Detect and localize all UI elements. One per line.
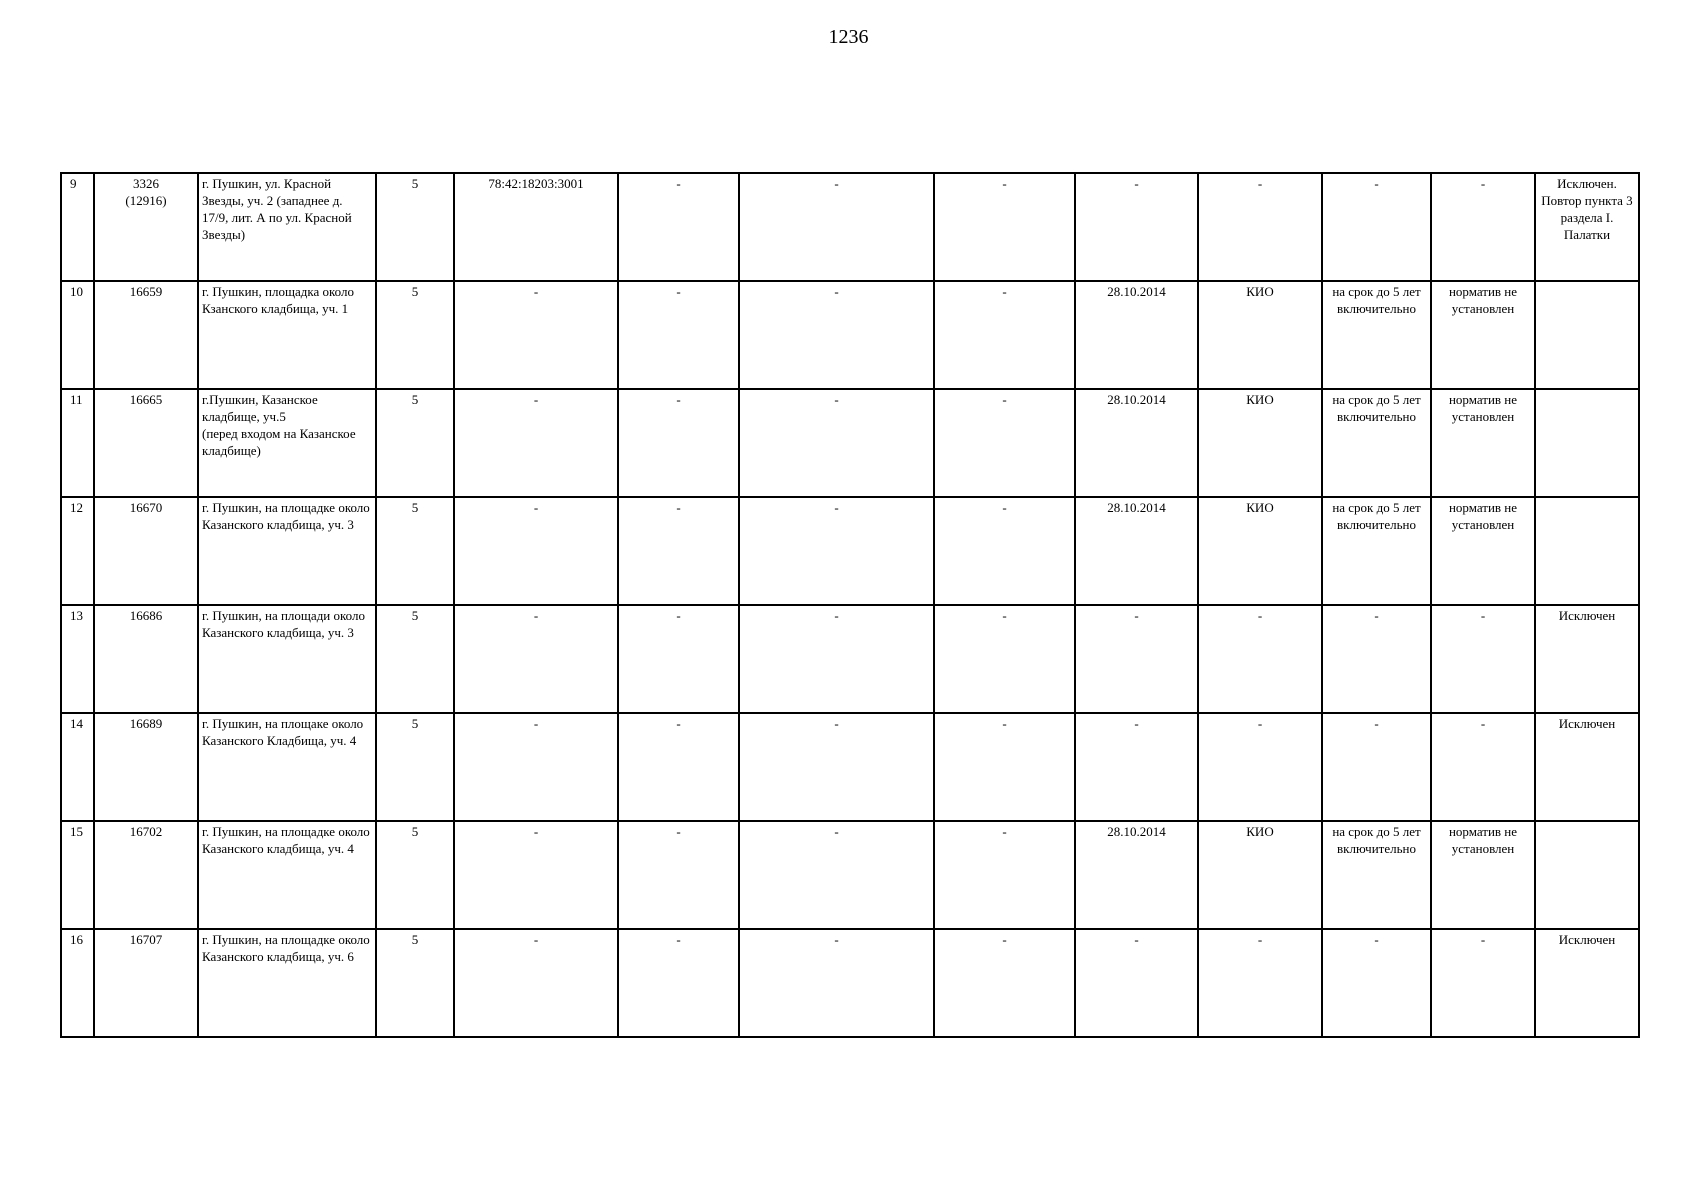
term-cell: на срок до 5 лет включительно <box>1322 389 1431 497</box>
column-8-cell: - <box>934 497 1075 605</box>
column-8-cell: - <box>934 281 1075 389</box>
area-cell: 5 <box>376 929 454 1037</box>
area-cell: 5 <box>376 605 454 713</box>
norm-cell: - <box>1431 929 1535 1037</box>
date-cell: - <box>1075 605 1198 713</box>
table-row <box>61 497 1639 605</box>
area-cell: 5 <box>376 281 454 389</box>
term-cell: на срок до 5 лет включительно <box>1322 821 1431 929</box>
term-cell: - <box>1322 605 1431 713</box>
column-6-cell: - <box>618 389 739 497</box>
note-cell <box>1535 497 1639 605</box>
area-cell: 5 <box>376 713 454 821</box>
note-cell: Исключен. Повтор пункта 3 раздела I. Палатки <box>1535 173 1639 281</box>
row-number-cell: 15 <box>61 821 94 929</box>
column-7-cell: - <box>739 605 934 713</box>
column-7-cell: - <box>739 281 934 389</box>
date-cell: 28.10.2014 <box>1075 281 1198 389</box>
table-body <box>61 173 1639 1037</box>
object-id-cell: 16686 <box>94 605 198 713</box>
norm-cell: норматив не установлен <box>1431 281 1535 389</box>
column-6-cell: - <box>618 929 739 1037</box>
term-cell: - <box>1322 173 1431 281</box>
column-8-cell: - <box>934 389 1075 497</box>
column-8-cell: - <box>934 929 1075 1037</box>
area-cell: 5 <box>376 497 454 605</box>
note-cell <box>1535 281 1639 389</box>
cadastral-number-cell: - <box>454 929 618 1037</box>
address-cell: г. Пушкин, ул. Красной Звезды, уч. 2 (западнее д. 17/9, лит. А по ул. Красной Звезды) <box>198 173 376 281</box>
object-id-cell: 16670 <box>94 497 198 605</box>
column-8-cell: - <box>934 713 1075 821</box>
row-number-cell: 11 <box>61 389 94 497</box>
table-row <box>61 713 1639 821</box>
date-cell: - <box>1075 173 1198 281</box>
address-cell: г. Пушкин, на площаке около Казанского Кладбища, уч. 4 <box>198 713 376 821</box>
column-6-cell: - <box>618 713 739 821</box>
date-cell: 28.10.2014 <box>1075 389 1198 497</box>
row-number-cell: 12 <box>61 497 94 605</box>
table-row <box>61 929 1639 1037</box>
table-row <box>61 281 1639 389</box>
area-cell: 5 <box>376 389 454 497</box>
authority-cell: КИО <box>1198 821 1322 929</box>
area-cell: 5 <box>376 821 454 929</box>
column-6-cell: - <box>618 173 739 281</box>
note-cell: Исключен <box>1535 605 1639 713</box>
term-cell: на срок до 5 лет включительно <box>1322 497 1431 605</box>
norm-cell: норматив не установлен <box>1431 497 1535 605</box>
object-id-cell: 16689 <box>94 713 198 821</box>
address-cell: г. Пушкин, на площадке около Казанского кладбища, уч. 6 <box>198 929 376 1037</box>
column-7-cell: - <box>739 389 934 497</box>
note-cell <box>1535 821 1639 929</box>
date-cell: - <box>1075 929 1198 1037</box>
row-number-cell: 16 <box>61 929 94 1037</box>
column-7-cell: - <box>739 821 934 929</box>
note-cell <box>1535 389 1639 497</box>
note-cell: Исключен <box>1535 929 1639 1037</box>
term-cell: - <box>1322 929 1431 1037</box>
column-7-cell: - <box>739 173 934 281</box>
row-number-cell: 10 <box>61 281 94 389</box>
address-cell: г. Пушкин, на площадке около Казанского кладбища, уч. 3 <box>198 497 376 605</box>
cadastral-number-cell: - <box>454 389 618 497</box>
table-row <box>61 605 1639 713</box>
norm-cell: - <box>1431 605 1535 713</box>
column-8-cell: - <box>934 173 1075 281</box>
authority-cell: - <box>1198 173 1322 281</box>
authority-cell: КИО <box>1198 389 1322 497</box>
column-6-cell: - <box>618 281 739 389</box>
table-row <box>61 821 1639 929</box>
authority-cell: КИО <box>1198 281 1322 389</box>
cadastral-number-cell: - <box>454 821 618 929</box>
column-7-cell: - <box>739 713 934 821</box>
row-number-cell: 13 <box>61 605 94 713</box>
object-id-cell: 16665 <box>94 389 198 497</box>
column-7-cell: - <box>739 929 934 1037</box>
object-id-cell: 3326 (12916) <box>94 173 198 281</box>
date-cell: 28.10.2014 <box>1075 821 1198 929</box>
cadastral-number-cell: - <box>454 605 618 713</box>
note-cell: Исключен <box>1535 713 1639 821</box>
area-cell: 5 <box>376 173 454 281</box>
cadastral-number-cell: 78:42:18203:3001 <box>454 173 618 281</box>
authority-cell: КИО <box>1198 497 1322 605</box>
authority-cell: - <box>1198 929 1322 1037</box>
table-row <box>61 173 1639 281</box>
norm-cell: норматив не установлен <box>1431 821 1535 929</box>
page-number: 1236 <box>828 26 869 48</box>
authority-cell: - <box>1198 713 1322 821</box>
norm-cell: - <box>1431 713 1535 821</box>
term-cell: - <box>1322 713 1431 821</box>
cadastral-number-cell: - <box>454 497 618 605</box>
object-id-cell: 16659 <box>94 281 198 389</box>
date-cell: - <box>1075 713 1198 821</box>
authority-cell: - <box>1198 605 1322 713</box>
column-6-cell: - <box>618 605 739 713</box>
address-cell: г.Пушкин, Казанское кладбище, уч.5 (перед входом на Казанское кладбище) <box>198 389 376 497</box>
address-cell: г. Пушкин, площадка около Кзанского кладбища, уч. 1 <box>198 281 376 389</box>
term-cell: на срок до 5 лет включительно <box>1322 281 1431 389</box>
address-cell: г. Пушкин, на площади около Казанского кладбища, уч. 3 <box>198 605 376 713</box>
cadastral-number-cell: - <box>454 713 618 821</box>
table-row <box>61 389 1639 497</box>
column-7-cell: - <box>739 497 934 605</box>
column-8-cell: - <box>934 605 1075 713</box>
cadastral-number-cell: - <box>454 281 618 389</box>
norm-cell: - <box>1431 173 1535 281</box>
object-id-cell: 16707 <box>94 929 198 1037</box>
column-8-cell: - <box>934 821 1075 929</box>
date-cell: 28.10.2014 <box>1075 497 1198 605</box>
address-cell: г. Пушкин, на площадке около Казанского кладбища, уч. 4 <box>198 821 376 929</box>
row-number-cell: 9 <box>61 173 94 281</box>
register-table <box>60 172 1640 1038</box>
norm-cell: норматив не установлен <box>1431 389 1535 497</box>
object-id-cell: 16702 <box>94 821 198 929</box>
column-6-cell: - <box>618 821 739 929</box>
row-number-cell: 14 <box>61 713 94 821</box>
column-6-cell: - <box>618 497 739 605</box>
